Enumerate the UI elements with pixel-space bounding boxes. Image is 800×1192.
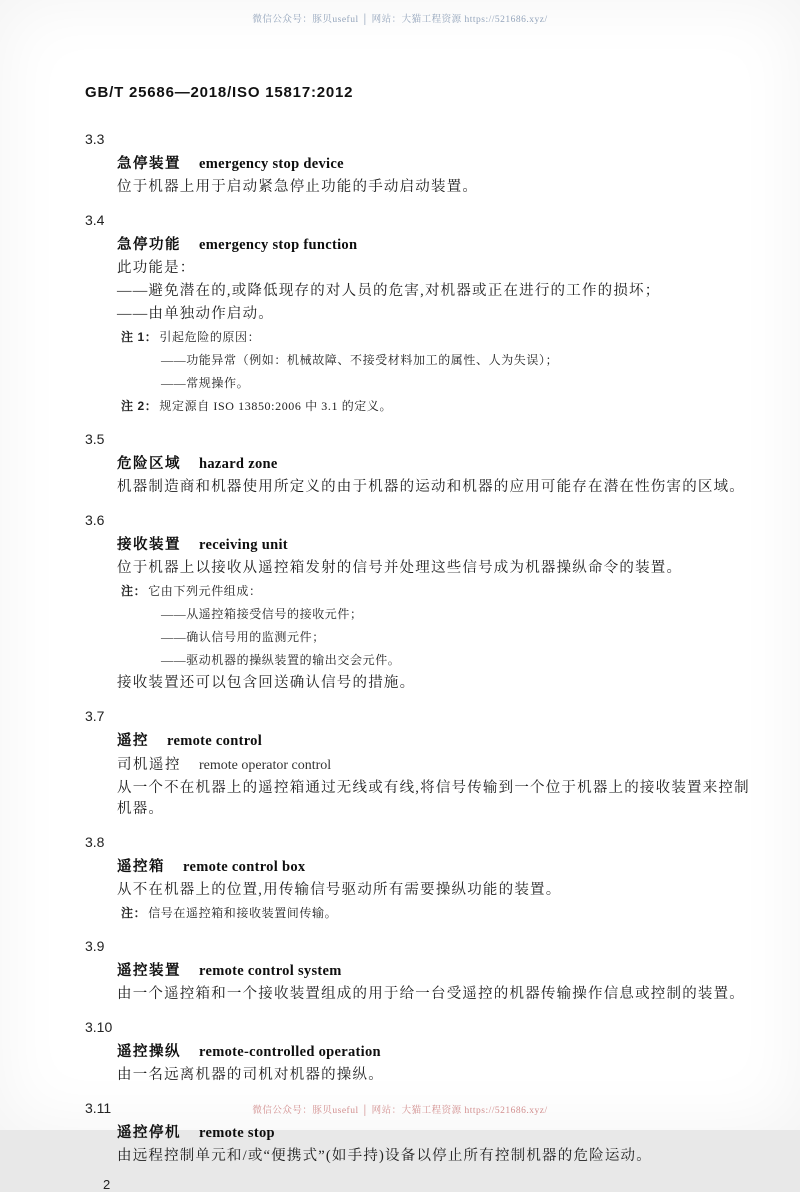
definition-line: 由远程控制单元和/或“便携式”(如手持)设备以停止所有控制机器的危险运动。 (117, 1148, 652, 1164)
note-line: 注 1： 引起危险的原因： (121, 330, 261, 344)
term-en: remote control system (199, 963, 342, 979)
definition-line: 由一个遥控箱和一个接收装置组成的用于给一台受遥控的机器传输操作信息或控制的装置。 (117, 986, 745, 1002)
term-heading (85, 754, 755, 776)
terms-list (0, 101, 800, 1167)
note-line: ——从遥控箱接受信号的接收元件； (161, 607, 363, 621)
term-section (85, 706, 755, 820)
term-section (85, 129, 755, 198)
term-zh: 危险区域 (117, 456, 181, 472)
definition-line: ——由单独动作启动。 (117, 306, 274, 322)
term-zh: 司机遥控 (117, 757, 181, 773)
note-label: 注： (121, 584, 147, 598)
section-number: 3.7 (85, 708, 105, 724)
term-heading (85, 856, 755, 878)
standard-number-header: GB/T 25686—2018/ISO 15817:2012 (85, 84, 354, 101)
term-en: receiving unit (199, 537, 288, 553)
section-number: 3.4 (85, 212, 105, 228)
term-zh: 接收装置 (117, 537, 181, 553)
term-heading (85, 730, 755, 752)
section-number: 3.3 (85, 131, 105, 147)
note-label: 注 1： (121, 330, 158, 344)
section-number: 3.6 (85, 512, 105, 528)
definition-line: 接收装置还可以包含回送确认信号的措施。 (117, 675, 416, 691)
section-number: 3.10 (85, 1019, 113, 1035)
top-watermark: 微信公众号：豚贝useful │ 网站：大猫工程资源 https://521686.xyz/ (252, 15, 548, 25)
note-line: 注 2： 规定源自 ISO 13850:2006 中 3.1 的定义。 (121, 399, 393, 413)
term-heading (85, 453, 755, 475)
definition-line: 位于机器上以接收从遥控箱发射的信号并处理这些信号成为机器操纵命令的装置。 (117, 560, 683, 576)
definition-line: 从不在机器上的位置,用传输信号驱动所有需要操纵功能的装置。 (117, 882, 562, 898)
term-zh: 遥控停机 (117, 1125, 181, 1141)
term-section (85, 429, 755, 498)
term-section (85, 210, 755, 417)
note-label: 注 2： (121, 399, 158, 413)
page-number: 2 (103, 1177, 111, 1192)
term-zh: 遥控操纵 (117, 1044, 181, 1060)
note-line: 注： 它由下列元件组成： (121, 584, 262, 598)
term-section (85, 936, 755, 1005)
note-line: ——功能异常（例如：机械故障、不接受材料加工的属性、人为失误）； (161, 353, 559, 367)
term-heading (85, 1041, 755, 1063)
note-line: ——驱动机器的操纵装置的输出交会元件。 (161, 653, 401, 667)
definition-line: 从一个不在机器上的遥控箱通过无线或有线,将信号传输到一个位于机器上的接收装置来控制机器。 (117, 780, 750, 817)
term-en: remote control box (183, 859, 306, 875)
definition-line: ——避免潜在的,或降低现存的对人员的危害,对机器或正在进行的工作的损坏； (117, 283, 661, 299)
term-heading (85, 534, 755, 556)
term-en: remote stop (199, 1125, 275, 1141)
definition-line: 由一名远离机器的司机对机器的操纵。 (117, 1067, 384, 1083)
term-zh: 遥控 (117, 733, 149, 749)
section-number: 3.9 (85, 938, 105, 954)
term-en: remote-controlled operation (199, 1044, 381, 1060)
term-zh: 急停装置 (117, 156, 181, 172)
term-en: hazard zone (199, 456, 278, 472)
definition-line: 此功能是： (117, 260, 196, 276)
term-en: emergency stop device (199, 156, 344, 172)
note-line: ——确认信号用的监测元件； (161, 630, 325, 644)
note-line: 注： 信号在遥控箱和接收装置间传输。 (121, 906, 338, 920)
term-heading (85, 1122, 755, 1144)
definition-line: 位于机器上用于启动紧急停止功能的手动启动装置。 (117, 179, 479, 195)
term-section (85, 832, 755, 924)
term-section (85, 510, 755, 694)
definition-line: 机器制造商和机器使用所定义的由于机器的运动和机器的应用可能存在潜在性伤害的区域。 (117, 479, 745, 495)
term-heading (85, 234, 755, 256)
term-zh: 急停功能 (117, 237, 181, 253)
term-heading (85, 960, 755, 982)
note-label: 注： (121, 906, 147, 920)
section-number: 3.8 (85, 834, 105, 850)
term-en: emergency stop function (199, 237, 358, 253)
term-en: remote control (167, 733, 263, 749)
term-heading (85, 153, 755, 175)
term-zh: 遥控箱 (117, 859, 165, 875)
section-number: 3.5 (85, 431, 105, 447)
section-number: 3.11 (85, 1100, 112, 1116)
note-line: ——常规操作。 (161, 376, 250, 390)
bottom-watermark: 微信公众号：豚贝useful │ 网站：大猫工程资源 https://521686.xyz/ (252, 1106, 548, 1116)
term-section (85, 1017, 755, 1086)
term-zh: 遥控装置 (117, 963, 181, 979)
term-en: remote operator control (199, 758, 332, 773)
